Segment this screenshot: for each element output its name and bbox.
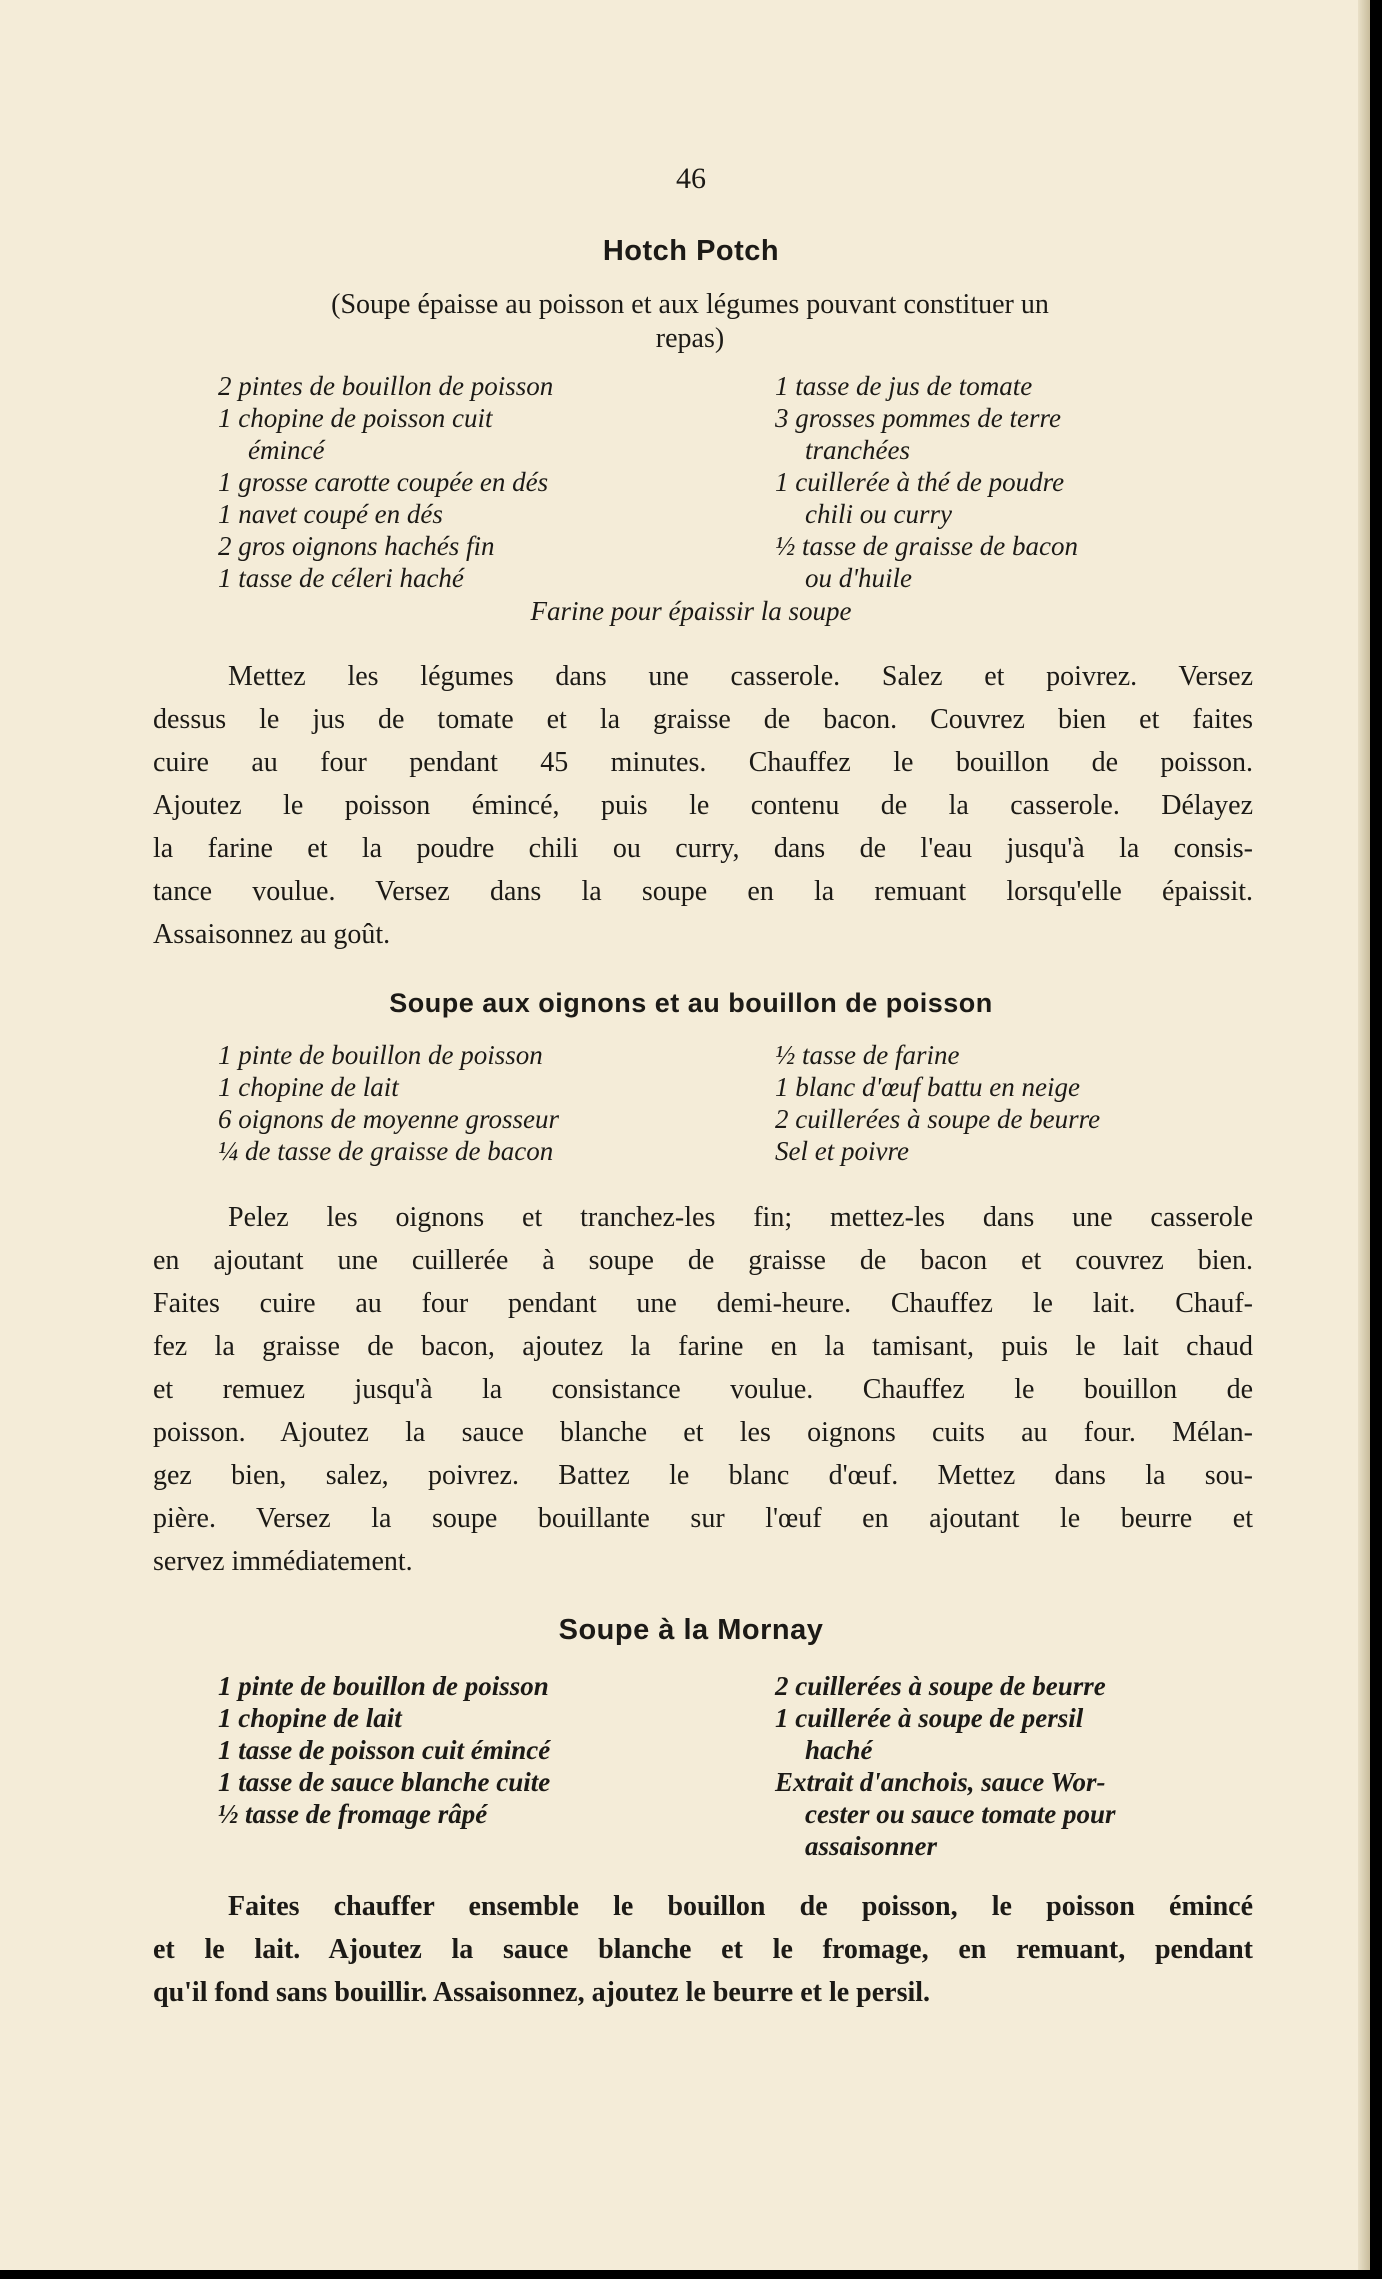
ingredient: Extrait d'anchois, sauce Wor-: [775, 1767, 1106, 1797]
ingredient: 1 pinte de bouillon de poisson: [218, 1671, 549, 1701]
paragraph-line: pière. Versez la soupe bouillante sur l'œuf en ajoutant le beurre et: [153, 1503, 1253, 1534]
instructions-paragraph: [153, 1885, 1253, 2014]
paragraph-line: servez immédiatement.: [153, 1546, 413, 1577]
paragraph-line: poisson. Ajoutez la sauce blanche et les oignons cuits au four. Mélan-: [153, 1417, 1253, 1448]
ingredient: 1 tasse de jus de tomate: [775, 371, 1033, 401]
ingredient: 1 chopine de lait: [218, 1072, 399, 1102]
page-number: 46: [676, 162, 706, 195]
ingredient-extra: Farine pour épaissir la soupe: [530, 596, 852, 626]
ingredients-right: [775, 1039, 1100, 1167]
ingredient: 3 grosses pommes de terre: [775, 403, 1061, 433]
ingredients-right: [775, 370, 1078, 594]
ingredient: 1 tasse de sauce blanche cuite: [218, 1767, 551, 1797]
ingredients-left: [218, 1670, 550, 1830]
paragraph-line: Faites cuire au four pendant une demi-heure. Chauffez le lait. Chauf-: [153, 1288, 1253, 1319]
ingredient: ½ tasse de graisse de bacon: [775, 531, 1078, 561]
ingredient: 1 blanc d'œuf battu en neige: [775, 1072, 1080, 1102]
ingredient: ¼ de tasse de graisse de bacon: [218, 1136, 554, 1166]
subtitle-line: repas): [655, 323, 725, 354]
instructions-paragraph: [153, 655, 1253, 956]
ingredient: 6 oignons de moyenne grosseur: [218, 1104, 559, 1134]
page-edge: [1358, 0, 1370, 2270]
ingredients-left: [218, 1039, 559, 1167]
paragraph-line: cuire au four pendant 45 minutes. Chauffez le bouillon de poisson.: [153, 747, 1253, 778]
recipe-title-hotch-potch: Hotch Potch: [602, 235, 780, 267]
paragraph-line: dessus le jus de tomate et la graisse de bacon. Couvrez bien et faites: [153, 704, 1253, 735]
recipe-subtitle: [190, 288, 1190, 356]
ingredient: 1 chopine de lait: [218, 1703, 402, 1733]
ingredients-left: [218, 370, 553, 594]
paragraph-line: et remuez jusqu'à la consistance voulue. Chauffez le bouillon de: [153, 1374, 1253, 1405]
paragraph-line: gez bien, salez, poivrez. Battez le blanc d'œuf. Mettez dans la sou-: [153, 1460, 1253, 1491]
ingredient: 2 cuillerées à soupe de beurre: [775, 1671, 1106, 1701]
paragraph-line: Mettez les légumes dans une casserole. Salez et poivrez. Versez: [228, 661, 1253, 692]
ingredient: émincé: [248, 435, 325, 465]
ingredient: ou d'huile: [805, 563, 913, 593]
ingredient: 1 tasse de poisson cuit émincé: [218, 1735, 551, 1765]
instructions-paragraph: [153, 1196, 1253, 1583]
paragraph-line: Faites chauffer ensemble le bouillon de poisson, le poisson émincé: [228, 1891, 1253, 1922]
ingredient: 2 pintes de bouillon de poisson: [218, 371, 554, 401]
paragraph-line: Ajoutez le poisson émincé, puis le contenu de la casserole. Délayez: [153, 790, 1253, 821]
ingredient: 1 navet coupé en dés: [218, 499, 443, 529]
ingredient: ½ tasse de fromage râpé: [218, 1799, 488, 1829]
ingredient: 1 tasse de céleri haché: [218, 563, 464, 593]
ingredient: Sel et poivre: [775, 1136, 909, 1166]
ingredients-right: [775, 1670, 1116, 1862]
paragraph-line: en ajoutant une cuillerée à soupe de graisse de bacon et couvrez bien.: [153, 1245, 1253, 1276]
ingredient: ½ tasse de farine: [775, 1040, 960, 1070]
recipe-title-oignons: Soupe aux oignons et au bouillon de poisson: [389, 988, 993, 1018]
ingredient: haché: [805, 1735, 873, 1765]
paragraph-line: Assaisonnez au goût.: [153, 919, 391, 950]
ingredient: chili ou curry: [805, 499, 952, 529]
paragraph-line: Pelez les oignons et tranchez-les fin; mettez-les dans une casserole: [228, 1202, 1253, 1233]
ingredient: 1 cuillerée à soupe de persil: [775, 1703, 1084, 1733]
ingredient: 2 cuillerées à soupe de beurre: [775, 1104, 1101, 1134]
ingredient: tranchées: [805, 435, 910, 465]
ingredient: cester ou sauce tomate pour: [805, 1799, 1116, 1829]
paragraph-line: fez la graisse de bacon, ajoutez la farine en la tamisant, puis le lait chaud: [153, 1331, 1253, 1362]
ingredient: 1 grosse carotte coupée en dés: [218, 467, 549, 497]
ingredient: 2 gros oignons hachés fin: [218, 531, 495, 561]
paragraph-line: tance voulue. Versez dans la soupe en la remuant lorsqu'elle épaissit.: [153, 876, 1253, 907]
paragraph-line: et le lait. Ajoutez la sauce blanche et le fromage, en remuant, pendant: [153, 1934, 1253, 1965]
ingredient: 1 chopine de poisson cuit: [218, 403, 493, 433]
ingredient: 1 cuillerée à thé de poudre: [775, 467, 1065, 497]
subtitle-line: (Soupe épaisse au poisson et aux légumes pouvant constituer un: [331, 289, 1049, 320]
paragraph-line: qu'il fond sans bouillir. Assaisonnez, ajoutez le beurre et le persil.: [153, 1977, 931, 2008]
recipe-title-mornay: Soupe à la Mornay: [558, 1614, 824, 1646]
ingredient: 1 pinte de bouillon de poisson: [218, 1040, 543, 1070]
paragraph-line: la farine et la poudre chili ou curry, dans de l'eau jusqu'à la consis-: [153, 833, 1253, 864]
ingredient: assaisonner: [805, 1831, 938, 1861]
